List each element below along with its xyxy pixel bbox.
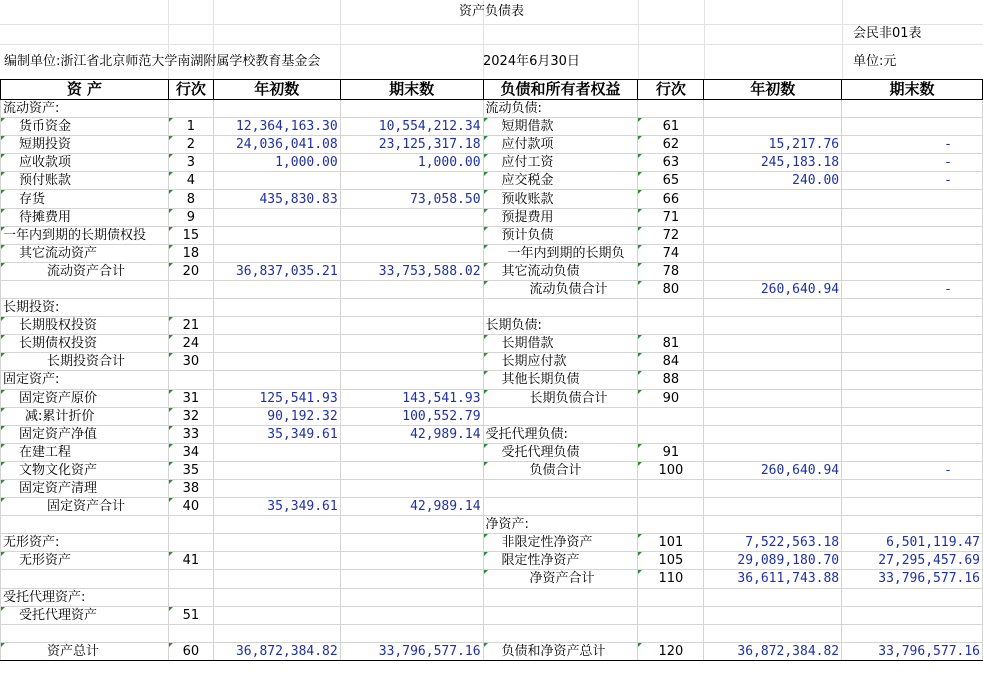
form-number[interactable]: 会民非01表: [853, 26, 922, 41]
liability-line-cell[interactable]: 120: [638, 642, 704, 660]
grid-line: [0, 24, 983, 25]
asset-end-cell[interactable]: [340, 226, 483, 244]
asset-end-cell[interactable]: [340, 208, 483, 226]
asset-line-cell[interactable]: 35: [168, 461, 213, 479]
asset-item-cell[interactable]: 减:累计折价: [1, 407, 169, 425]
liability-begin-cell[interactable]: [704, 588, 842, 606]
liability-item-cell[interactable]: 负债和净资产总计: [483, 642, 638, 660]
liability-begin-cell[interactable]: 36,872,384.82: [704, 642, 842, 660]
liability-begin-cell[interactable]: 240.00: [704, 172, 842, 190]
table-row: [1, 642, 983, 660]
header-end-2[interactable]: 期末数: [842, 80, 983, 100]
asset-item-cell[interactable]: 长期投资:: [1, 299, 169, 317]
liability-end-cell[interactable]: 33,796,577.16: [842, 570, 983, 588]
table-row: [1, 100, 983, 118]
liability-begin-cell[interactable]: [704, 389, 842, 407]
asset-line-cell[interactable]: [168, 570, 213, 588]
asset-item-cell[interactable]: [1, 624, 169, 642]
header-row: [1, 80, 983, 100]
liability-end-cell[interactable]: [842, 498, 983, 516]
table-row: [1, 136, 983, 154]
header-line-no-2[interactable]: 行次: [638, 80, 704, 100]
asset-item-cell[interactable]: 货币资金: [1, 118, 169, 136]
liability-end-cell[interactable]: [842, 262, 983, 280]
header-begin-2[interactable]: 年初数: [704, 80, 842, 100]
liability-item-cell[interactable]: 应付工资: [483, 154, 638, 172]
asset-begin-cell[interactable]: [213, 172, 340, 190]
table-row: [1, 588, 983, 606]
asset-end-cell[interactable]: [340, 280, 483, 298]
table-row: [1, 371, 983, 389]
asset-line-cell[interactable]: 40: [168, 498, 213, 516]
table-row: [1, 118, 983, 136]
asset-begin-cell[interactable]: [213, 208, 340, 226]
asset-line-cell[interactable]: [168, 588, 213, 606]
liability-begin-cell[interactable]: [704, 624, 842, 642]
asset-line-cell[interactable]: [168, 516, 213, 534]
asset-end-cell[interactable]: [340, 335, 483, 353]
liability-end-cell[interactable]: [842, 407, 983, 425]
asset-item-cell[interactable]: 无形资产: [1, 552, 169, 570]
liability-begin-cell[interactable]: 29,089,180.70: [704, 552, 842, 570]
liability-line-cell[interactable]: 62: [638, 136, 704, 154]
asset-item-cell[interactable]: 固定资产净值: [1, 425, 169, 443]
asset-begin-cell[interactable]: [213, 353, 340, 371]
asset-end-cell[interactable]: [340, 100, 483, 118]
asset-item-cell[interactable]: 一年内到期的长期债权投: [1, 226, 169, 244]
table-row: [1, 570, 983, 588]
asset-item-cell[interactable]: 固定资产合计: [1, 498, 169, 516]
liability-begin-cell[interactable]: [704, 371, 842, 389]
liability-item-cell[interactable]: 受托代理负债:: [483, 425, 638, 443]
asset-begin-cell[interactable]: [213, 371, 340, 389]
asset-begin-cell[interactable]: 1,000.00: [213, 154, 340, 172]
liability-item-cell[interactable]: 应交税金: [483, 172, 638, 190]
asset-line-cell[interactable]: 4: [168, 172, 213, 190]
asset-line-cell[interactable]: [168, 299, 213, 317]
liability-line-cell[interactable]: [638, 606, 704, 624]
liability-line-cell[interactable]: 88: [638, 371, 704, 389]
asset-end-cell[interactable]: 33,753,588.02: [340, 262, 483, 280]
asset-begin-cell[interactable]: [213, 534, 340, 552]
asset-begin-cell[interactable]: 90,192.32: [213, 407, 340, 425]
liability-line-cell[interactable]: [638, 100, 704, 118]
liability-item-cell[interactable]: [483, 588, 638, 606]
asset-line-cell[interactable]: 24: [168, 335, 213, 353]
liability-item-cell[interactable]: 净资产:: [483, 516, 638, 534]
liability-begin-cell[interactable]: [704, 479, 842, 497]
liability-item-cell[interactable]: 预提费用: [483, 208, 638, 226]
liability-begin-cell[interactable]: 7,522,563.18: [704, 534, 842, 552]
liability-begin-cell[interactable]: [704, 335, 842, 353]
asset-begin-cell[interactable]: [213, 335, 340, 353]
asset-item-cell[interactable]: 文物文化资产: [1, 461, 169, 479]
asset-item-cell[interactable]: 受托代理资产: [1, 606, 169, 624]
liability-end-cell[interactable]: [842, 118, 983, 136]
liability-item-cell[interactable]: 流动负债:: [483, 100, 638, 118]
table-row: [1, 534, 983, 552]
asset-begin-cell[interactable]: 36,837,035.21: [213, 262, 340, 280]
liability-begin-cell[interactable]: [704, 118, 842, 136]
liability-begin-cell[interactable]: [704, 317, 842, 335]
liability-item-cell[interactable]: 长期负债合计: [483, 389, 638, 407]
asset-end-cell[interactable]: 73,058.50: [340, 190, 483, 208]
asset-end-cell[interactable]: 143,541.93: [340, 389, 483, 407]
liability-end-cell[interactable]: [842, 443, 983, 461]
liability-line-cell[interactable]: 81: [638, 335, 704, 353]
asset-begin-cell[interactable]: [213, 570, 340, 588]
table-row: [1, 154, 983, 172]
liability-line-cell[interactable]: 65: [638, 172, 704, 190]
liability-item-cell[interactable]: 净资产合计: [483, 570, 638, 588]
table-row: [1, 461, 983, 479]
asset-end-cell[interactable]: [340, 479, 483, 497]
asset-begin-cell[interactable]: [213, 226, 340, 244]
table-row: [1, 516, 983, 534]
liability-end-cell[interactable]: [842, 100, 983, 118]
liability-item-cell[interactable]: 限定性净资产: [483, 552, 638, 570]
asset-end-cell[interactable]: [340, 371, 483, 389]
asset-begin-cell[interactable]: [213, 461, 340, 479]
liability-begin-cell[interactable]: [704, 353, 842, 371]
liability-line-cell[interactable]: 91: [638, 443, 704, 461]
asset-end-cell[interactable]: [340, 461, 483, 479]
header-liability[interactable]: 负债和所有者权益: [483, 80, 638, 100]
asset-begin-cell[interactable]: [213, 244, 340, 262]
asset-begin-cell[interactable]: [213, 443, 340, 461]
asset-begin-cell[interactable]: [213, 100, 340, 118]
asset-end-cell[interactable]: [340, 353, 483, 371]
asset-end-cell[interactable]: 23,125,317.18: [340, 136, 483, 154]
liability-line-cell[interactable]: [638, 624, 704, 642]
balance-sheet-table: [0, 79, 983, 661]
liability-line-cell[interactable]: 72: [638, 226, 704, 244]
asset-begin-cell[interactable]: 24,036,041.08: [213, 136, 340, 154]
liability-begin-cell[interactable]: [704, 244, 842, 262]
liability-item-cell[interactable]: [483, 299, 638, 317]
currency-unit[interactable]: 单位:元: [853, 54, 897, 69]
report-date[interactable]: 2024年6月30日: [483, 54, 580, 69]
asset-item-cell[interactable]: 待摊费用: [1, 208, 169, 226]
liability-line-cell[interactable]: [638, 479, 704, 497]
liability-end-cell[interactable]: [842, 516, 983, 534]
asset-end-cell[interactable]: 42,989.14: [340, 498, 483, 516]
liability-item-cell[interactable]: 长期应付款: [483, 353, 638, 371]
table-row: [1, 389, 983, 407]
liability-line-cell[interactable]: 100: [638, 461, 704, 479]
asset-end-cell[interactable]: [340, 317, 483, 335]
table-row: [1, 407, 983, 425]
table-row: [1, 244, 983, 262]
asset-end-cell[interactable]: [340, 443, 483, 461]
liability-line-cell[interactable]: 80: [638, 280, 704, 298]
liability-line-cell[interactable]: [638, 299, 704, 317]
liability-begin-cell[interactable]: 15,217.76: [704, 136, 842, 154]
asset-item-cell[interactable]: 流动资产:: [1, 100, 169, 118]
liability-begin-cell[interactable]: [704, 425, 842, 443]
liability-end-cell[interactable]: [842, 244, 983, 262]
liability-item-cell[interactable]: 一年内到期的长期负: [483, 244, 638, 262]
liability-item-cell[interactable]: [483, 407, 638, 425]
organization-name[interactable]: 编制单位:浙江省北京师范大学南湖附属学校教育基金会: [4, 54, 321, 69]
asset-line-cell[interactable]: 18: [168, 244, 213, 262]
header-line-no[interactable]: 行次: [168, 80, 213, 100]
liability-line-cell[interactable]: 90: [638, 389, 704, 407]
liability-line-cell[interactable]: 101: [638, 534, 704, 552]
liability-end-cell[interactable]: -: [842, 136, 983, 154]
liability-item-cell[interactable]: [483, 479, 638, 497]
liability-line-cell[interactable]: 74: [638, 244, 704, 262]
header-asset[interactable]: 资 产: [1, 80, 169, 100]
asset-item-cell[interactable]: 流动资产合计: [1, 262, 169, 280]
asset-line-cell[interactable]: 20: [168, 262, 213, 280]
asset-line-cell[interactable]: 2: [168, 136, 213, 154]
asset-item-cell[interactable]: 短期投资: [1, 136, 169, 154]
liability-item-cell[interactable]: 应付款项: [483, 136, 638, 154]
liability-item-cell[interactable]: 预计负债: [483, 226, 638, 244]
table-row: [1, 606, 983, 624]
asset-begin-cell[interactable]: [213, 516, 340, 534]
asset-line-cell[interactable]: 8: [168, 190, 213, 208]
asset-end-cell[interactable]: [340, 570, 483, 588]
asset-begin-cell[interactable]: [213, 552, 340, 570]
liability-begin-cell[interactable]: 260,640.94: [704, 461, 842, 479]
asset-item-cell[interactable]: 受托代理资产:: [1, 588, 169, 606]
liability-item-cell[interactable]: 受托代理负债: [483, 443, 638, 461]
liability-begin-cell[interactable]: 260,640.94: [704, 280, 842, 298]
asset-begin-cell[interactable]: [213, 624, 340, 642]
asset-line-cell[interactable]: 15: [168, 226, 213, 244]
asset-end-cell[interactable]: 100,552.79: [340, 407, 483, 425]
table-row: [1, 262, 983, 280]
asset-end-cell[interactable]: [340, 244, 483, 262]
liability-end-cell[interactable]: 27,295,457.69: [842, 552, 983, 570]
asset-item-cell[interactable]: [1, 570, 169, 588]
liability-end-cell[interactable]: -: [842, 280, 983, 298]
liability-line-cell[interactable]: 78: [638, 262, 704, 280]
liability-end-cell[interactable]: [842, 208, 983, 226]
liability-end-cell[interactable]: [842, 479, 983, 497]
liability-line-cell[interactable]: 71: [638, 208, 704, 226]
liability-begin-cell[interactable]: [704, 443, 842, 461]
table-row: [1, 226, 983, 244]
asset-line-cell[interactable]: 34: [168, 443, 213, 461]
table-row: [1, 299, 983, 317]
liability-item-cell[interactable]: 其它流动负债: [483, 262, 638, 280]
liability-item-cell[interactable]: 非限定性净资产: [483, 534, 638, 552]
asset-end-cell[interactable]: [340, 172, 483, 190]
asset-end-cell[interactable]: 42,989.14: [340, 425, 483, 443]
liability-end-cell[interactable]: [842, 190, 983, 208]
asset-begin-cell[interactable]: 12,364,163.30: [213, 118, 340, 136]
table-row: [1, 280, 983, 298]
asset-begin-cell[interactable]: 35,349.61: [213, 425, 340, 443]
asset-line-cell[interactable]: 9: [168, 208, 213, 226]
header-end[interactable]: 期末数: [340, 80, 483, 100]
liability-item-cell[interactable]: 预收账款: [483, 190, 638, 208]
asset-end-cell[interactable]: 33,796,577.16: [340, 642, 483, 660]
liability-item-cell[interactable]: 负债合计: [483, 461, 638, 479]
liability-begin-cell[interactable]: [704, 299, 842, 317]
liability-end-cell[interactable]: [842, 588, 983, 606]
liability-begin-cell[interactable]: 36,611,743.88: [704, 570, 842, 588]
asset-line-cell[interactable]: 32: [168, 407, 213, 425]
asset-begin-cell[interactable]: [213, 317, 340, 335]
liability-end-cell[interactable]: [842, 371, 983, 389]
liability-line-cell[interactable]: [638, 317, 704, 335]
asset-line-cell[interactable]: 31: [168, 389, 213, 407]
asset-item-cell[interactable]: 固定资产:: [1, 371, 169, 389]
asset-line-cell[interactable]: [168, 100, 213, 118]
header-begin[interactable]: 年初数: [213, 80, 340, 100]
liability-begin-cell[interactable]: [704, 516, 842, 534]
table-row: [1, 335, 983, 353]
liability-item-cell[interactable]: 长期负债:: [483, 317, 638, 335]
asset-item-cell[interactable]: 长期债权投资: [1, 335, 169, 353]
asset-line-cell[interactable]: 3: [168, 154, 213, 172]
table-body: [1, 100, 983, 661]
asset-item-cell[interactable]: 应收款项: [1, 154, 169, 172]
asset-begin-cell[interactable]: [213, 588, 340, 606]
asset-line-cell[interactable]: [168, 534, 213, 552]
liability-begin-cell[interactable]: [704, 262, 842, 280]
liability-end-cell[interactable]: [842, 353, 983, 371]
liability-end-cell[interactable]: [842, 425, 983, 443]
asset-item-cell[interactable]: 在建工程: [1, 443, 169, 461]
liability-item-cell[interactable]: [483, 498, 638, 516]
liability-begin-cell[interactable]: [704, 190, 842, 208]
liability-begin-cell[interactable]: [704, 498, 842, 516]
liability-end-cell[interactable]: [842, 606, 983, 624]
report-title[interactable]: 资产负债表: [458, 4, 524, 19]
asset-item-cell[interactable]: [1, 516, 169, 534]
asset-end-cell[interactable]: 1,000.00: [340, 154, 483, 172]
asset-line-cell[interactable]: 21: [168, 317, 213, 335]
table-row: [1, 353, 983, 371]
liability-line-cell[interactable]: 110: [638, 570, 704, 588]
asset-end-cell[interactable]: [340, 516, 483, 534]
liability-begin-cell[interactable]: [704, 226, 842, 244]
table-row: [1, 498, 983, 516]
asset-line-cell[interactable]: 60: [168, 642, 213, 660]
table-row: [1, 479, 983, 497]
liability-end-cell[interactable]: [842, 299, 983, 317]
table-row: [1, 552, 983, 570]
asset-item-cell[interactable]: 预付账款: [1, 172, 169, 190]
liability-item-cell[interactable]: [483, 624, 638, 642]
asset-item-cell[interactable]: 长期投资合计: [1, 353, 169, 371]
asset-line-cell[interactable]: 51: [168, 606, 213, 624]
asset-item-cell[interactable]: 无形资产:: [1, 534, 169, 552]
liability-line-cell[interactable]: 61: [638, 118, 704, 136]
liability-item-cell[interactable]: 其他长期负债: [483, 371, 638, 389]
liability-line-cell[interactable]: [638, 425, 704, 443]
asset-line-cell[interactable]: 1: [168, 118, 213, 136]
asset-begin-cell[interactable]: 435,830.83: [213, 190, 340, 208]
asset-line-cell[interactable]: [168, 371, 213, 389]
liability-line-cell[interactable]: [638, 407, 704, 425]
liability-end-cell[interactable]: -: [842, 154, 983, 172]
asset-begin-cell[interactable]: [213, 606, 340, 624]
asset-begin-cell[interactable]: [213, 479, 340, 497]
liability-begin-cell[interactable]: [704, 208, 842, 226]
asset-begin-cell[interactable]: [213, 280, 340, 298]
liability-item-cell[interactable]: 长期借款: [483, 335, 638, 353]
asset-item-cell[interactable]: 资产总计: [1, 642, 169, 660]
asset-begin-cell[interactable]: [213, 299, 340, 317]
asset-end-cell[interactable]: 10,554,212.34: [340, 118, 483, 136]
asset-item-cell[interactable]: 固定资产清理: [1, 479, 169, 497]
asset-line-cell[interactable]: 33: [168, 425, 213, 443]
asset-end-cell[interactable]: [340, 588, 483, 606]
table-row: [1, 172, 983, 190]
liability-end-cell[interactable]: -: [842, 172, 983, 190]
table-row: [1, 443, 983, 461]
liability-line-cell[interactable]: [638, 516, 704, 534]
liability-begin-cell[interactable]: [704, 407, 842, 425]
liability-begin-cell[interactable]: 245,183.18: [704, 154, 842, 172]
liability-end-cell[interactable]: [842, 226, 983, 244]
asset-end-cell[interactable]: [340, 299, 483, 317]
liability-begin-cell[interactable]: [704, 606, 842, 624]
asset-item-cell[interactable]: 长期股权投资: [1, 317, 169, 335]
asset-line-cell[interactable]: [168, 624, 213, 642]
asset-item-cell[interactable]: 其它流动资产: [1, 244, 169, 262]
liability-end-cell[interactable]: 6,501,119.47: [842, 534, 983, 552]
liability-line-cell[interactable]: 84: [638, 353, 704, 371]
table-row: [1, 317, 983, 335]
liability-line-cell[interactable]: 63: [638, 154, 704, 172]
liability-line-cell[interactable]: [638, 588, 704, 606]
liability-line-cell[interactable]: 105: [638, 552, 704, 570]
asset-end-cell[interactable]: [340, 606, 483, 624]
liability-end-cell[interactable]: [842, 624, 983, 642]
table-row: [1, 624, 983, 642]
table-row: [1, 425, 983, 443]
asset-line-cell[interactable]: 30: [168, 353, 213, 371]
table-row: [1, 190, 983, 208]
asset-line-cell[interactable]: 38: [168, 479, 213, 497]
asset-end-cell[interactable]: [340, 624, 483, 642]
liability-end-cell[interactable]: -: [842, 461, 983, 479]
liability-item-cell[interactable]: [483, 606, 638, 624]
table-row: [1, 208, 983, 226]
asset-begin-cell[interactable]: 35,349.61: [213, 498, 340, 516]
grid-line: [0, 44, 983, 45]
asset-item-cell[interactable]: 存货: [1, 190, 169, 208]
asset-line-cell[interactable]: [168, 280, 213, 298]
liability-end-cell[interactable]: [842, 389, 983, 407]
liability-end-cell[interactable]: 33,796,577.16: [842, 642, 983, 660]
asset-end-cell[interactable]: [340, 552, 483, 570]
liability-end-cell[interactable]: [842, 317, 983, 335]
liability-item-cell[interactable]: 流动负债合计: [483, 280, 638, 298]
asset-begin-cell[interactable]: 36,872,384.82: [213, 642, 340, 660]
asset-item-cell[interactable]: 固定资产原价: [1, 389, 169, 407]
asset-end-cell[interactable]: [340, 534, 483, 552]
asset-begin-cell[interactable]: 125,541.93: [213, 389, 340, 407]
liability-line-cell[interactable]: 66: [638, 190, 704, 208]
liability-line-cell[interactable]: [638, 498, 704, 516]
liability-begin-cell[interactable]: [704, 100, 842, 118]
liability-item-cell[interactable]: 短期借款: [483, 118, 638, 136]
liability-end-cell[interactable]: [842, 335, 983, 353]
asset-line-cell[interactable]: 41: [168, 552, 213, 570]
asset-item-cell[interactable]: [1, 280, 169, 298]
